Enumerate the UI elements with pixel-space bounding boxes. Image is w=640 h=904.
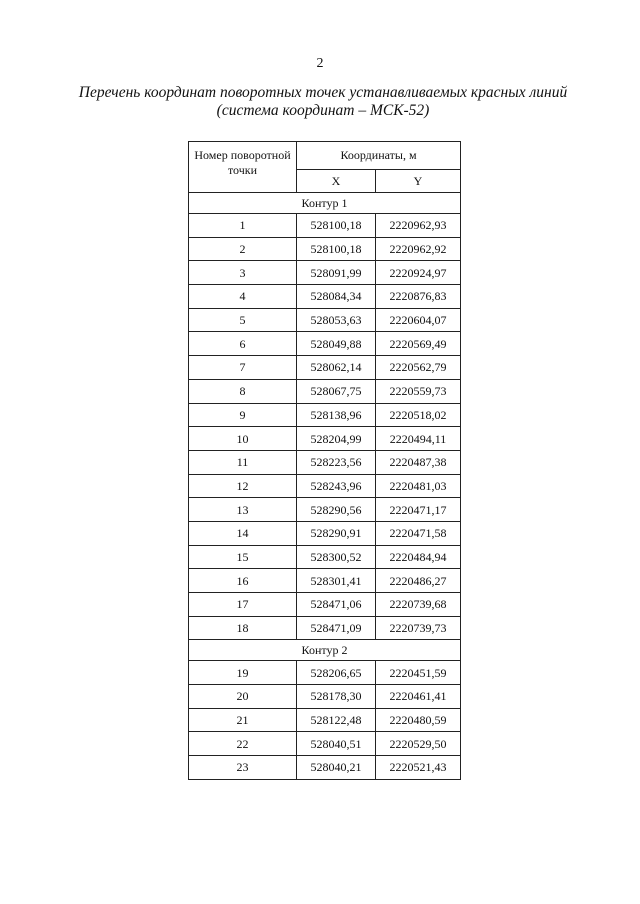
table-row xyxy=(189,403,461,427)
x-coordinate-cell: 528300,52 xyxy=(297,545,376,569)
contour-row xyxy=(189,640,461,661)
table-row xyxy=(189,756,461,780)
x-coordinate-cell: 528040,21 xyxy=(297,756,376,780)
y-coordinate-cell: 2220559,73 xyxy=(376,379,461,403)
point-number-cell: 12 xyxy=(189,474,297,498)
table-row xyxy=(189,450,461,474)
y-coordinate-cell: 2220962,92 xyxy=(376,237,461,261)
x-coordinate-cell: 528138,96 xyxy=(297,403,376,427)
header-x: X xyxy=(297,169,376,192)
x-coordinate-cell: 528471,06 xyxy=(297,593,376,617)
table-row xyxy=(189,569,461,593)
table-row xyxy=(189,261,461,285)
point-number-cell: 4 xyxy=(189,285,297,309)
point-number-cell: 17 xyxy=(189,593,297,617)
y-coordinate-cell: 2220739,73 xyxy=(376,616,461,640)
header-y: Y xyxy=(376,169,461,192)
table-row xyxy=(189,214,461,238)
contour-label: Контур 2 xyxy=(189,640,461,661)
point-number-cell: 16 xyxy=(189,569,297,593)
table-body xyxy=(189,193,461,780)
y-coordinate-cell: 2220569,49 xyxy=(376,332,461,356)
x-coordinate-cell: 528206,65 xyxy=(297,661,376,685)
y-coordinate-cell: 2220739,68 xyxy=(376,593,461,617)
table-row xyxy=(189,521,461,545)
contour-row xyxy=(189,193,461,214)
point-number-cell: 23 xyxy=(189,756,297,780)
table-row xyxy=(189,661,461,685)
table-row xyxy=(189,332,461,356)
x-coordinate-cell: 528243,96 xyxy=(297,474,376,498)
header-point-number: Номер поворотной точки xyxy=(189,142,297,193)
x-coordinate-cell: 528290,56 xyxy=(297,498,376,522)
y-coordinate-cell: 2220518,02 xyxy=(376,403,461,427)
x-coordinate-cell: 528204,99 xyxy=(297,427,376,451)
table-row xyxy=(189,616,461,640)
point-number-cell: 8 xyxy=(189,379,297,403)
table-row xyxy=(189,427,461,451)
y-coordinate-cell: 2220604,07 xyxy=(376,308,461,332)
y-coordinate-cell: 2220461,41 xyxy=(376,685,461,709)
table-row xyxy=(189,237,461,261)
page-number: 2 xyxy=(316,56,324,71)
point-number-cell: 18 xyxy=(189,616,297,640)
x-coordinate-cell: 528471,09 xyxy=(297,616,376,640)
table-row xyxy=(189,308,461,332)
x-coordinate-cell: 528290,91 xyxy=(297,521,376,545)
header-coordinates: Координаты, м xyxy=(297,142,461,170)
point-number-cell: 1 xyxy=(189,214,297,238)
y-coordinate-cell: 2220487,38 xyxy=(376,450,461,474)
x-coordinate-cell: 528067,75 xyxy=(297,379,376,403)
point-number-cell: 9 xyxy=(189,403,297,427)
y-coordinate-cell: 2220562,79 xyxy=(376,356,461,380)
point-number-cell: 3 xyxy=(189,261,297,285)
y-coordinate-cell: 2220451,59 xyxy=(376,661,461,685)
table-row xyxy=(189,708,461,732)
x-coordinate-cell: 528040,51 xyxy=(297,732,376,756)
point-number-cell: 2 xyxy=(189,237,297,261)
x-coordinate-cell: 528223,56 xyxy=(297,450,376,474)
x-coordinate-cell: 528178,30 xyxy=(297,685,376,709)
y-coordinate-cell: 2220962,93 xyxy=(376,214,461,238)
y-coordinate-cell: 2220471,58 xyxy=(376,521,461,545)
point-number-cell: 20 xyxy=(189,685,297,709)
point-number-cell: 7 xyxy=(189,356,297,380)
x-coordinate-cell: 528053,63 xyxy=(297,308,376,332)
table-row xyxy=(189,356,461,380)
y-coordinate-cell: 2220471,17 xyxy=(376,498,461,522)
point-number-cell: 11 xyxy=(189,450,297,474)
point-number-cell: 14 xyxy=(189,521,297,545)
point-number-cell: 21 xyxy=(189,708,297,732)
y-coordinate-cell: 2220494,11 xyxy=(376,427,461,451)
table-row xyxy=(189,732,461,756)
y-coordinate-cell: 2220876,83 xyxy=(376,285,461,309)
point-number-cell: 13 xyxy=(189,498,297,522)
table-row xyxy=(189,474,461,498)
x-coordinate-cell: 528122,48 xyxy=(297,708,376,732)
document-title xyxy=(60,84,586,120)
x-coordinate-cell: 528084,34 xyxy=(297,285,376,309)
x-coordinate-cell: 528049,88 xyxy=(297,332,376,356)
y-coordinate-cell: 2220924,97 xyxy=(376,261,461,285)
y-coordinate-cell: 2220484,94 xyxy=(376,545,461,569)
contour-label: Контур 1 xyxy=(189,193,461,214)
table-row xyxy=(189,545,461,569)
y-coordinate-cell: 2220521,43 xyxy=(376,756,461,780)
y-coordinate-cell: 2220486,27 xyxy=(376,569,461,593)
point-number-cell: 5 xyxy=(189,308,297,332)
x-coordinate-cell: 528091,99 xyxy=(297,261,376,285)
table-row xyxy=(189,593,461,617)
coordinates-table xyxy=(188,141,461,780)
point-number-cell: 6 xyxy=(189,332,297,356)
point-number-cell: 10 xyxy=(189,427,297,451)
y-coordinate-cell: 2220481,03 xyxy=(376,474,461,498)
table-row xyxy=(189,379,461,403)
table-row xyxy=(189,498,461,522)
y-coordinate-cell: 2220529,50 xyxy=(376,732,461,756)
table-row xyxy=(189,285,461,309)
x-coordinate-cell: 528100,18 xyxy=(297,214,376,238)
x-coordinate-cell: 528301,41 xyxy=(297,569,376,593)
title-line-1: Перечень координат поворотных точек устанавливаемых красных линий xyxy=(78,84,568,101)
point-number-cell: 15 xyxy=(189,545,297,569)
x-coordinate-cell: 528100,18 xyxy=(297,237,376,261)
title-line-2: (система координат – МСК-52) xyxy=(216,102,430,119)
y-coordinate-cell: 2220480,59 xyxy=(376,708,461,732)
point-number-cell: 19 xyxy=(189,661,297,685)
point-number-cell: 22 xyxy=(189,732,297,756)
x-coordinate-cell: 528062,14 xyxy=(297,356,376,380)
table-row xyxy=(189,685,461,709)
